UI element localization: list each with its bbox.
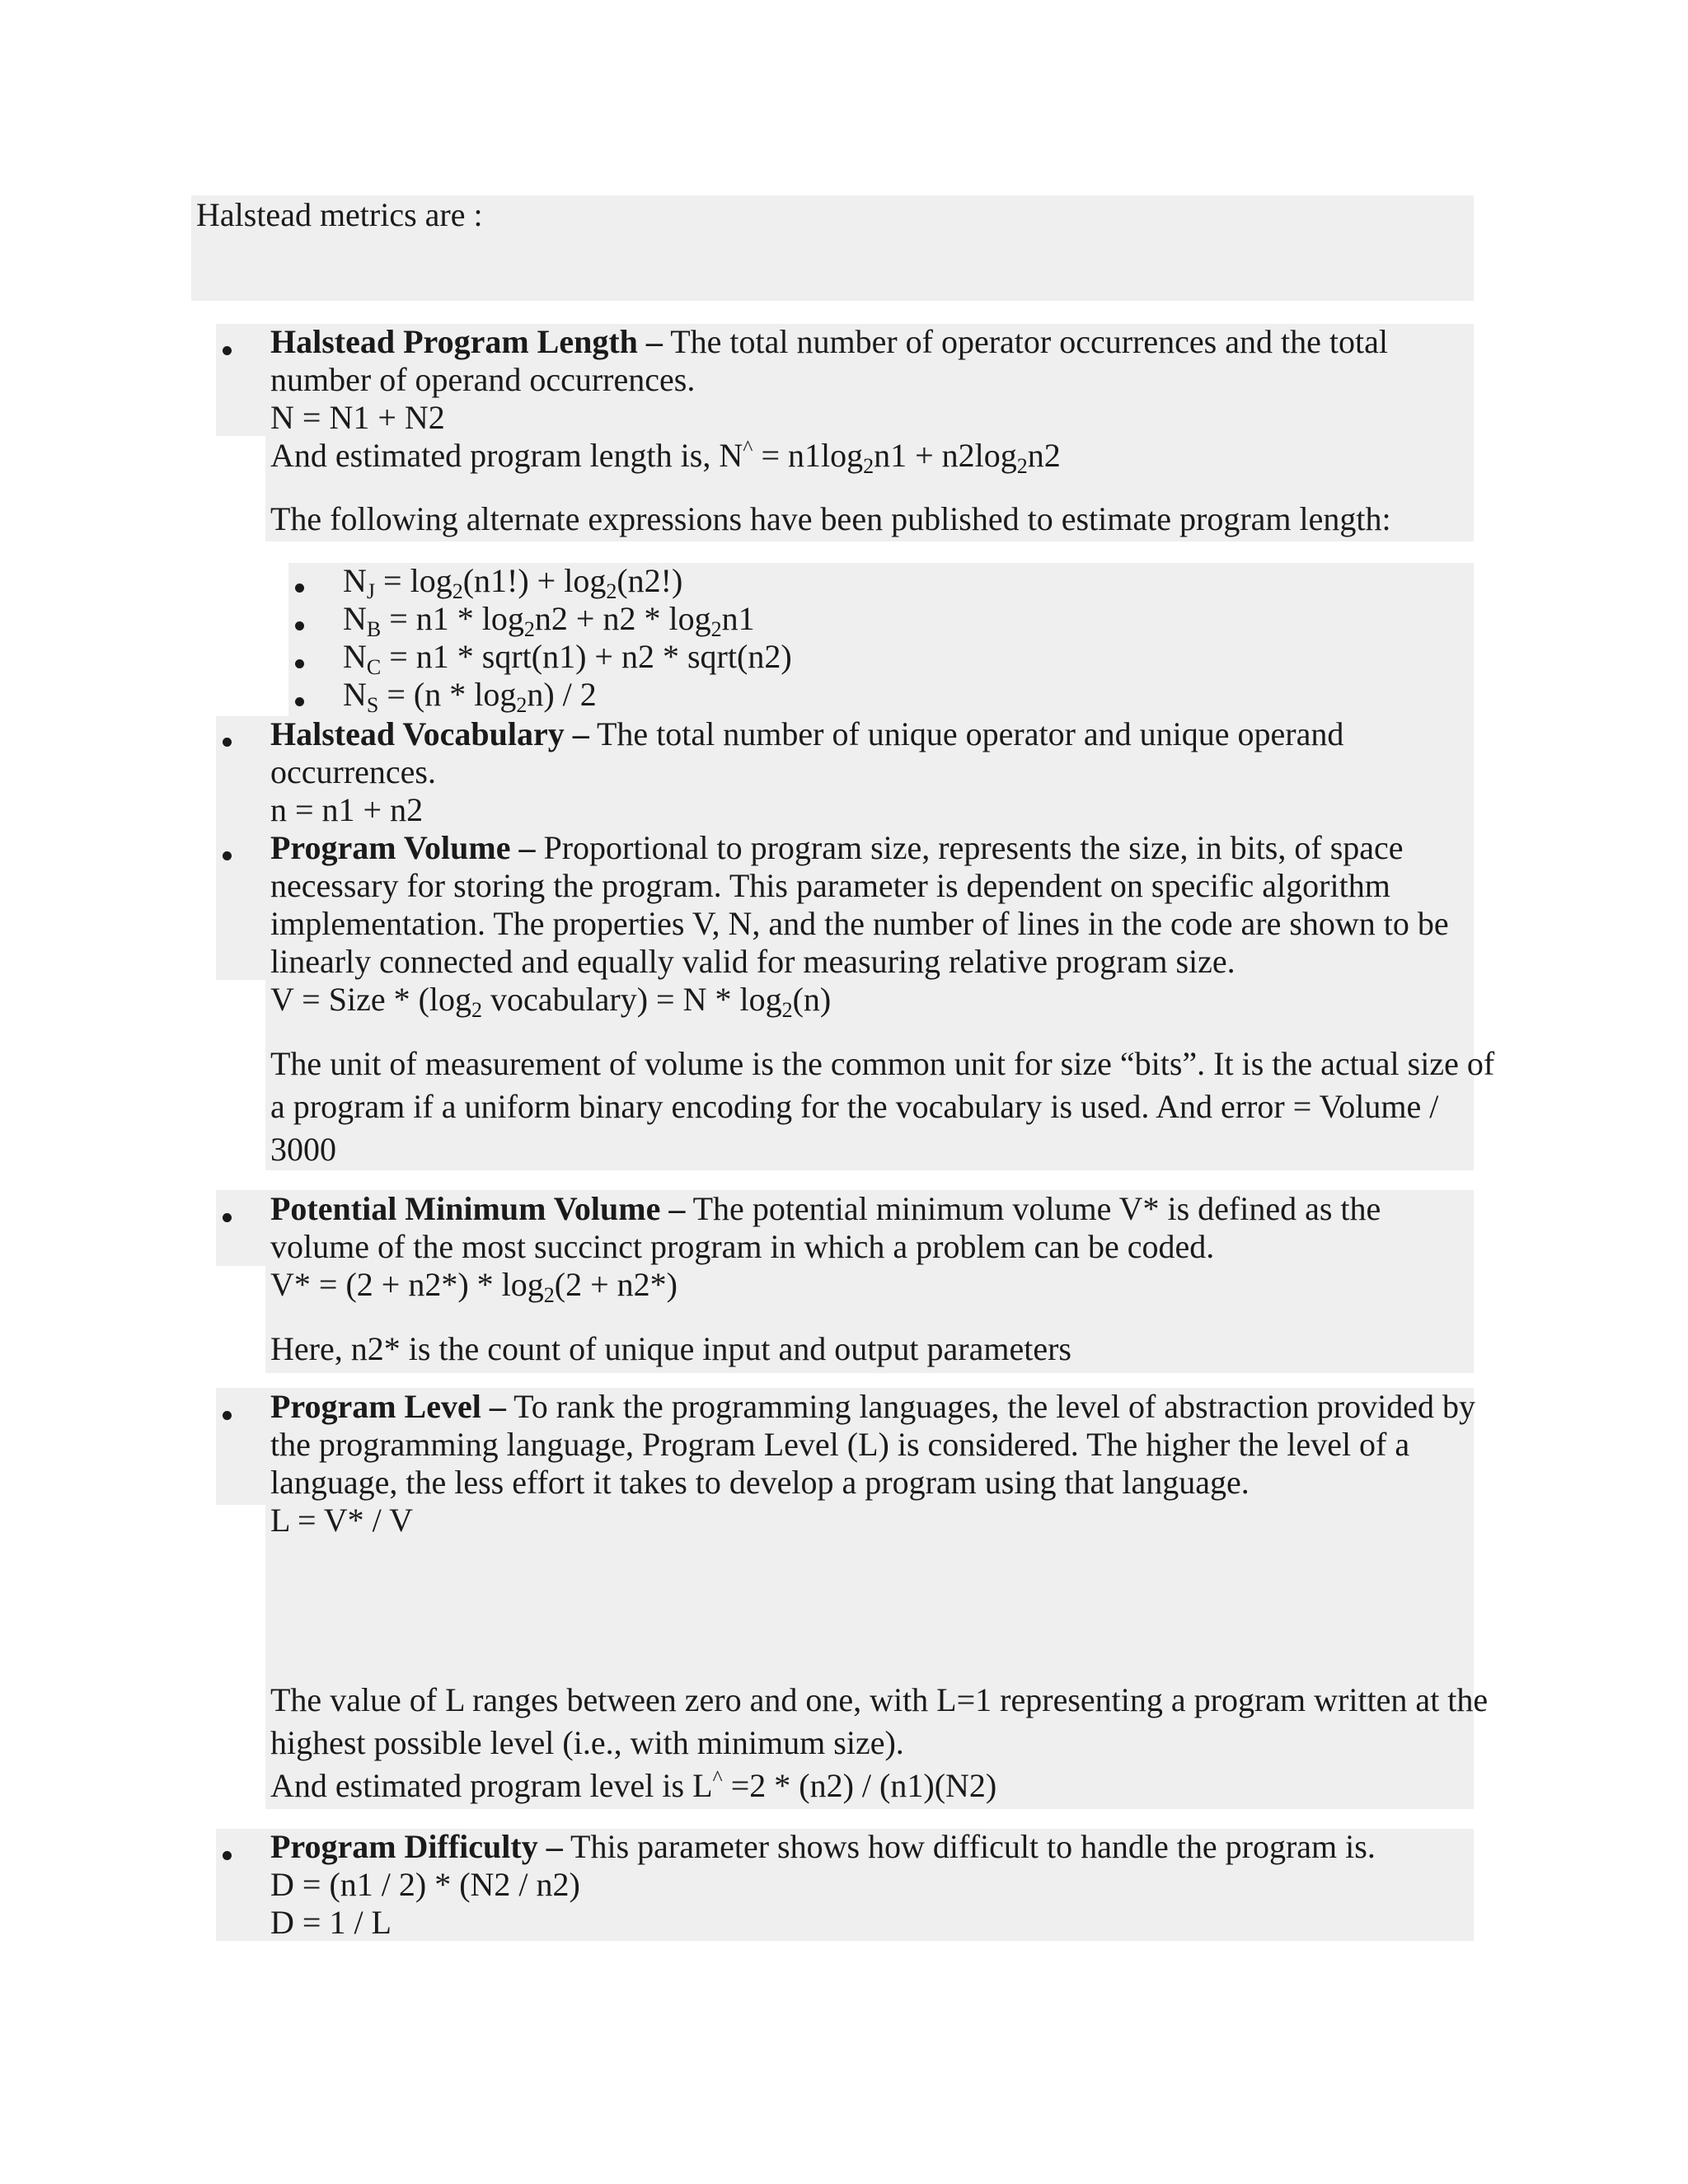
volume-line-2: necessary for storing the program. This parameter is dependent on specific algorithm xyxy=(270,867,1390,904)
volume-line-1: Program Volume – Proportional to program size, represents the size, in bits, of space xyxy=(270,829,1404,866)
volume-formula: V = Size * ($\log_2$ vocabulary) = N * $\log_2(n)$ xyxy=(270,981,832,1022)
minvol-formula: $V* = (2 + n2*) * \log_2(2 + n2*)$ xyxy=(270,1266,678,1307)
difficulty-line-1: Program Difficulty – This parameter shows how difficult to handle the program is. xyxy=(270,1828,1376,1865)
bullet xyxy=(223,1851,232,1860)
bullet xyxy=(223,1411,232,1420)
bullet xyxy=(223,1213,232,1222)
level-line-1: Program Level – To rank the programming languages, the level of abstraction provided by xyxy=(270,1388,1475,1425)
length-line-1: Halstead Program Length – The total number of operator occurrences and the total xyxy=(270,323,1388,360)
level-title: Program Level – xyxy=(270,1388,506,1425)
level-note-2: highest possible level (i.e., with minimum size). xyxy=(270,1724,904,1761)
volume-note-3: 3000 xyxy=(270,1131,336,1168)
level-note-shading xyxy=(265,1505,1474,1809)
difficulty-formula-1: D = (n1 / 2) * (N2 / n2) xyxy=(270,1866,580,1903)
length-formula: N = N1 + N2 xyxy=(270,399,445,436)
vocab-formula: n = n1 + n2 xyxy=(270,791,424,828)
level-line-3: language, the less effort it takes to develop a program using that language. xyxy=(270,1464,1250,1501)
volume-line-4: linearly connected and equally valid for measuring relative program size. xyxy=(270,943,1236,980)
volume-note-2: a program if a uniform binary encoding for the vocabulary is used. And error = Volume / xyxy=(270,1088,1439,1125)
alt-ns: $N_S = (n * \log_2n) / 2$ xyxy=(343,676,597,717)
length-title: Halstead Program Length – xyxy=(270,323,663,360)
difficulty-formula-2: D = 1 / L xyxy=(270,1904,392,1941)
alt-nj: $N_J = \log_2(n1!) + \log_2(n2!)$ xyxy=(343,562,683,603)
minvol-line-2: volume of the most succinct program in which a problem can be coded. xyxy=(270,1228,1215,1265)
alternates-intro: The following alternate expressions have been published to estimate program length: xyxy=(270,500,1391,537)
level-line-2: the programming language, Program Level (L) is considered. The higher the level of a xyxy=(270,1426,1410,1463)
minvol-note: Here, n2* is the count of unique input and output parameters xyxy=(270,1330,1071,1367)
bullet xyxy=(295,583,304,593)
length-line-2: number of operand occurrences. xyxy=(270,361,696,398)
volume-title: Program Volume – xyxy=(270,829,536,866)
vocab-line-2: occurrences. xyxy=(270,753,436,790)
bullet xyxy=(223,346,232,355)
volume-note-1: The unit of measurement of volume is the common unit for size “bits”. It is the actual size of xyxy=(270,1045,1495,1082)
level-estimate: And estimated program level is L^ =2 * (n2) / (n1)(N2) xyxy=(270,1766,997,1804)
intro-text: Halstead metrics are : xyxy=(196,196,483,233)
bullet xyxy=(295,659,304,668)
alt-nb: $N_B = n1 * \log_2n2 + n2 * \log_2n1$ xyxy=(343,600,755,641)
alt-nc: $N_C = n1$ * sqrt(n1) + n2 * sqrt(n2) xyxy=(343,638,792,679)
bullet xyxy=(223,738,232,747)
bullet xyxy=(295,621,304,630)
length-estimate: And estimated program length is, $N^{\^{}} = n1\log_2n1 + n2\log_2n2$ xyxy=(270,436,1061,478)
vocab-title: Halstead Vocabulary – xyxy=(270,715,589,752)
level-formula: L = V* / V xyxy=(270,1502,413,1539)
bullet xyxy=(295,697,304,706)
bullet xyxy=(223,851,232,860)
minvol-line-1: Potential Minimum Volume – The potential minimum volume V* is defined as the xyxy=(270,1190,1381,1227)
difficulty-title: Program Difficulty – xyxy=(270,1828,563,1865)
volume-line-3: implementation. The properties V, N, and the number of lines in the code are shown to be xyxy=(270,905,1449,942)
level-note-1: The value of L ranges between zero and one, with L=1 representing a program written at the xyxy=(270,1681,1489,1718)
vocab-line-1: Halstead Vocabulary – The total number of unique operator and unique operand xyxy=(270,715,1344,752)
minvol-title: Potential Minimum Volume – xyxy=(270,1190,686,1227)
